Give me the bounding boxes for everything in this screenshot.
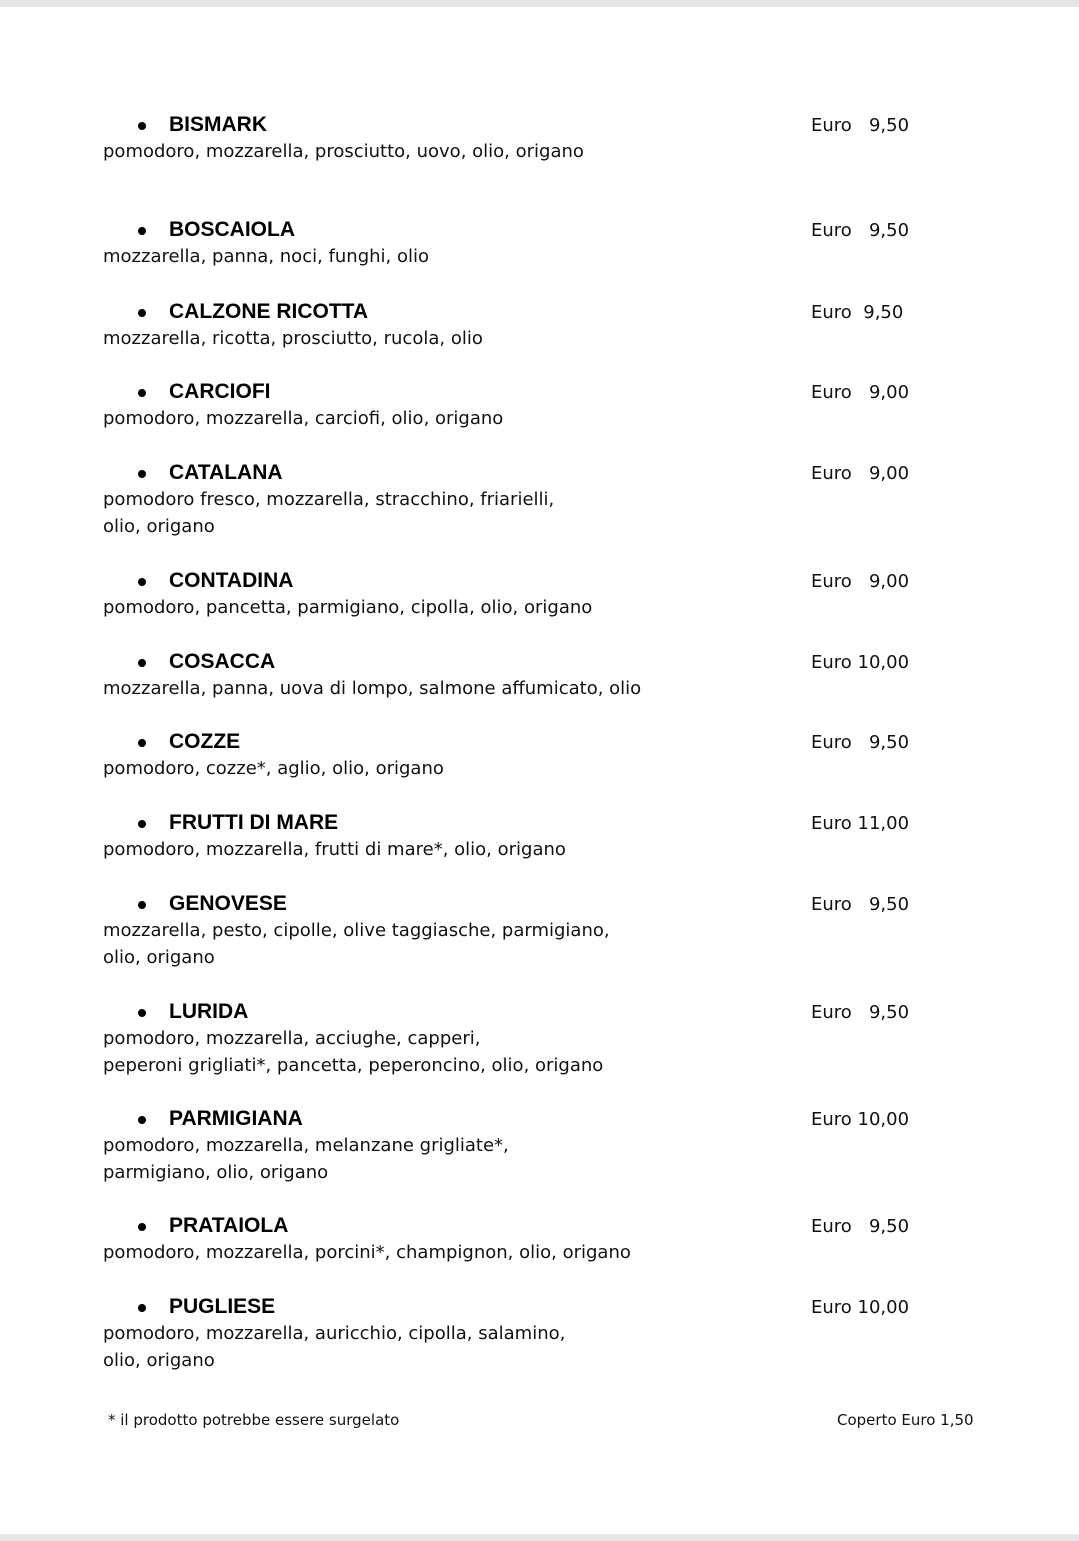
description-line: peperoni grigliati*, pancetta, peperoncino, olio, origano: [103, 1055, 604, 1076]
item-price: Euro 9,50: [811, 220, 910, 241]
item-name: LURIDA: [169, 1000, 249, 1023]
item-name: COZZE: [169, 730, 241, 753]
item-description: [103, 486, 743, 540]
item-name: PUGLIESE: [169, 1295, 276, 1318]
description-line: pomodoro, pancetta, parmigiano, cipolla, olio, origano: [103, 597, 593, 618]
cover-charge: Coperto Euro 1,50: [837, 1411, 974, 1429]
item-name: CALZONE RICOTTA: [169, 300, 369, 323]
bullet-icon: [138, 578, 146, 586]
item-name: CONTADINA: [169, 569, 294, 592]
item-description: [103, 1132, 743, 1186]
description-line: pomodoro, mozzarella, porcini*, champignon, olio, origano: [103, 1242, 631, 1263]
item-name: CARCIOFI: [169, 380, 271, 403]
item-name: COSACCA: [169, 650, 276, 673]
item-description: [103, 1320, 743, 1374]
bullet-icon: [138, 820, 146, 828]
description-line: pomodoro, cozze*, aglio, olio, origano: [103, 758, 444, 779]
item-description: [103, 1239, 743, 1266]
description-line: olio, origano: [103, 1350, 215, 1371]
description-line: pomodoro, mozzarella, carciofi, olio, origano: [103, 408, 504, 429]
item-name: GENOVESE: [169, 892, 287, 915]
item-description: [103, 675, 743, 702]
bullet-icon: [138, 659, 146, 667]
description-line: mozzarella, ricotta, prosciutto, rucola, olio: [103, 328, 483, 349]
description-line: mozzarella, panna, noci, funghi, olio: [103, 246, 429, 267]
item-description: [103, 917, 743, 971]
item-price: Euro 9,50: [811, 1002, 910, 1023]
description-line: olio, origano: [103, 947, 215, 968]
item-description: [103, 755, 743, 782]
item-price: Euro 10,00: [811, 1109, 910, 1130]
bullet-icon: [138, 122, 146, 130]
bottom-border: [0, 1534, 1079, 1541]
bullet-icon: [138, 227, 146, 235]
bullet-icon: [138, 901, 146, 909]
item-name: PARMIGIANA: [169, 1107, 303, 1130]
description-line: mozzarella, pesto, cipolle, olive taggiasche, parmigiano,: [103, 920, 610, 941]
item-description: [103, 594, 743, 621]
description-line: pomodoro fresco, mozzarella, stracchino, friarielli,: [103, 489, 555, 510]
top-border: [0, 0, 1079, 7]
bullet-icon: [138, 1116, 146, 1124]
item-price: Euro 9,50: [811, 115, 910, 136]
item-description: [103, 138, 743, 165]
item-price: Euro 10,00: [811, 1297, 910, 1318]
bullet-icon: [138, 739, 146, 747]
frozen-product-note: * il prodotto potrebbe essere surgelato: [108, 1411, 400, 1429]
item-name: BISMARK: [169, 113, 267, 136]
description-line: olio, origano: [103, 516, 215, 537]
item-price: Euro 11,00: [811, 813, 910, 834]
item-description: [103, 1025, 743, 1079]
item-price: Euro 10,00: [811, 652, 910, 673]
item-description: [103, 405, 743, 432]
item-price: Euro 9,00: [811, 571, 910, 592]
bullet-icon: [138, 1304, 146, 1312]
bullet-icon: [138, 1009, 146, 1017]
item-name: PRATAIOLA: [169, 1214, 289, 1237]
description-line: pomodoro, mozzarella, prosciutto, uovo, olio, origano: [103, 141, 584, 162]
item-price: Euro 9,00: [811, 463, 910, 484]
description-line: pomodoro, mozzarella, melanzane grigliate*,: [103, 1135, 509, 1156]
item-description: [103, 325, 743, 352]
bullet-icon: [138, 389, 146, 397]
item-name: CATALANA: [169, 461, 283, 484]
description-line: parmigiano, olio, origano: [103, 1162, 329, 1183]
item-price: Euro 9,50: [811, 1216, 910, 1237]
item-price: Euro 9,00: [811, 382, 910, 403]
item-price: Euro 9,50: [811, 732, 910, 753]
bullet-icon: [138, 1223, 146, 1231]
item-price: Euro 9,50: [811, 302, 904, 323]
item-price: Euro 9,50: [811, 894, 910, 915]
bullet-icon: [138, 309, 146, 317]
item-name: FRUTTI DI MARE: [169, 811, 339, 834]
description-line: mozzarella, panna, uova di lompo, salmone affumicato, olio: [103, 678, 642, 699]
item-description: [103, 243, 743, 270]
bullet-icon: [138, 470, 146, 478]
description-line: pomodoro, mozzarella, acciughe, capperi,: [103, 1028, 481, 1049]
description-line: pomodoro, mozzarella, auricchio, cipolla, salamino,: [103, 1323, 566, 1344]
item-description: [103, 836, 743, 863]
item-name: BOSCAIOLA: [169, 218, 295, 241]
description-line: pomodoro, mozzarella, frutti di mare*, olio, origano: [103, 839, 566, 860]
